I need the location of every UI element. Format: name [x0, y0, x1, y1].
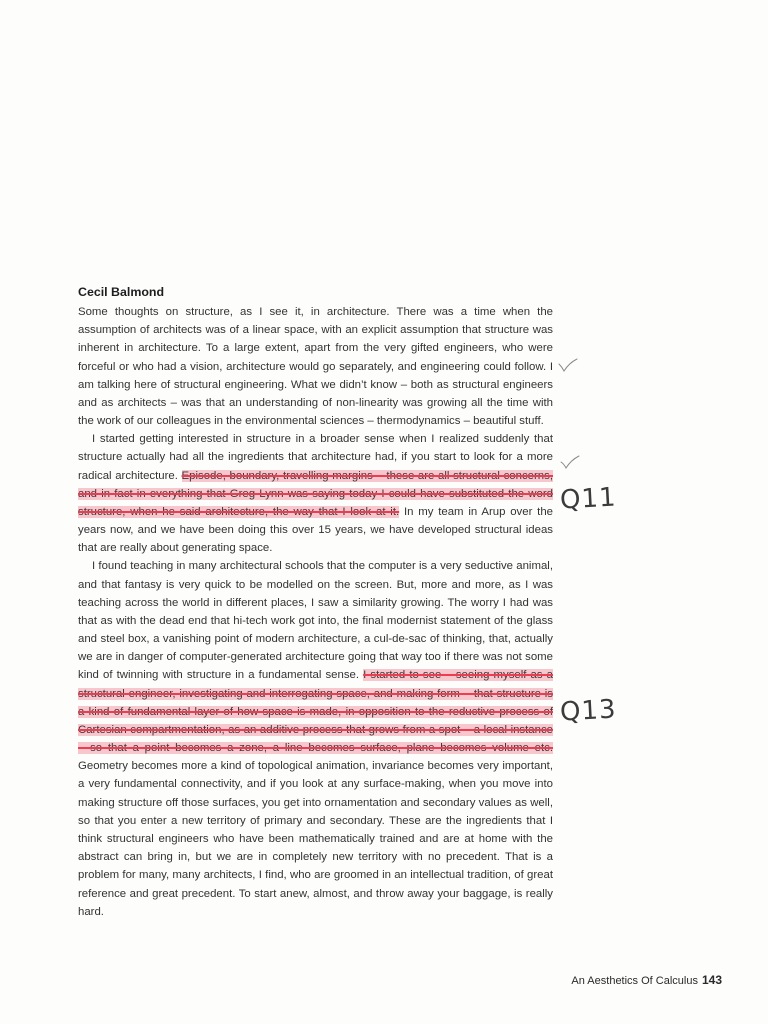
handwritten-annotation-q13: Q13: [559, 694, 618, 728]
page-number: 143: [701, 973, 722, 987]
checkmark-icon: [558, 358, 578, 374]
handwritten-annotation-q11: Q11: [559, 482, 618, 516]
highlighted-passage: I started to see – seeing myself as a structural engineer, investigating and interrogating space, and making form – that structure is a kind of fundamental layer of how space is made, in opposition to the reductive process of Cartesian compartmentation, as an additive process that grows from a spot – a local instance – so that a point becomes a zone, a line becomes surface, plane becomes volume etc.: [78, 669, 553, 755]
paragraph: [78, 557, 553, 920]
text-segment: I found teaching in many architectural schools that the computer is a very seductive animal, and that fantasy is very quick to be modelled on the screen. But, more and more, as I was teaching across the world in different places, I saw a similarity growing. The worry I had was that as with the dead end that hi-tech work got into, the final modernist statement of the glass and steel box, a vanishing point of modern architecture, a cul-de-sac of thinking, that, actually we are in danger of computer-generated architecture going that way too if there was not some kind of twinning with structure in a fundamental sense.: [78, 560, 553, 682]
article-body: [78, 303, 553, 921]
running-title: An Aesthetics Of Calculus: [571, 975, 698, 987]
paragraph: [78, 430, 553, 557]
text-segment: Some thoughts on structure, as I see it, in architecture. There was a time when the assumption of architects was of a linear space, with an explicit assumption that structure was inherent in architecture. To a large extent, apart from the very gifted engineers, who were forceful or who had a vision, architecture would go separately, and engineering could follow. I am talking here of structural engineering. What we didn’t know – both as structural engineers and as architects – was that an understanding of non-linearity was growing all the time with the work of our colleagues in the environmental sciences – thermodynamics – beautiful stuff.: [78, 306, 553, 428]
text-segment: In my team in Arup over the years now, and we have been doing this over 15 years, we have developed structural ideas that are really about generating space.: [78, 505, 553, 555]
paragraph: [78, 303, 553, 430]
text-segment: I started getting interested in structure in a broader sense when I realized suddenly that structure actually had all the ingredients that architecture had, if you start to look for a more radical architecture.: [78, 433, 553, 482]
highlighted-passage: Episode, boundary, travelling margins – these are all structural concerns, and in fact in everything that Greg Lynn was saying today I could have substituted the word structure, when he said architecture, the way that I look at it.: [78, 469, 553, 518]
author-heading: Cecil Balmond: [78, 285, 165, 299]
page-footer: [540, 973, 722, 987]
text-segment: Geometry becomes more a kind of topological animation, invariance becomes very important, a very fundamental connectivity, and if you look at any surface-making, when you move into making structure off those surfaces, you get into ornamentation and secondary values as well, so that you enter a new territory of primary and secondary. These are the ingredients that I think structural engineers who have been mathematically trained and are at home with the abstract can bring in, but we are in completely new territory with no precedent. That is a problem for many, many architects, I find, who are groomed in an intellectual tradition, of great reference and great precedent. To start anew, almost, and throw away your baggage, is really hard.: [78, 760, 553, 918]
checkmark-icon: [560, 455, 580, 471]
